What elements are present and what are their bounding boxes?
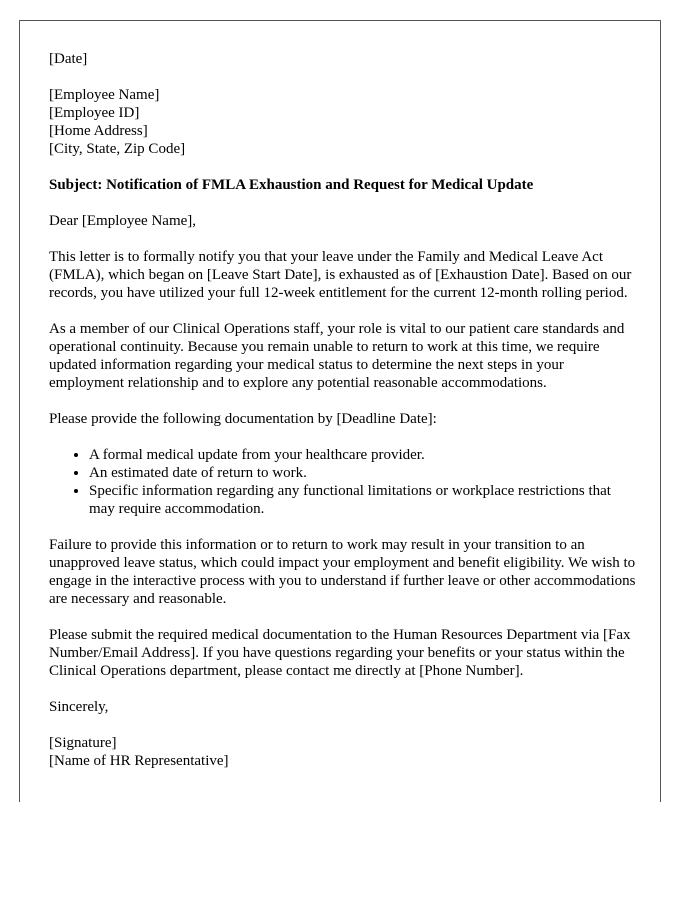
sender-name: [Name of HR Representative] <box>49 753 229 769</box>
letter-date: [Date] <box>49 51 88 67</box>
paragraph-request: Please provide the following documentation by [Deadline Date]: <box>49 411 437 427</box>
recipient-city-state-zip: [City, State, Zip Code] <box>49 141 186 157</box>
letter-page <box>19 20 661 802</box>
list-item: • An estimated date of return to work. <box>89 464 639 482</box>
recipient-id: [Employee ID] <box>49 105 140 121</box>
recipient-block <box>49 86 639 158</box>
letter-content <box>49 50 639 788</box>
recipient-address: [Home Address] <box>49 123 148 139</box>
paragraph-role: As a member of our Clinical Operations staff, your role is vital to our patient care standards and operational continuity. Because you remain unable to return to work at this time, we require updated information regarding your medical status to determine the next steps in your employment relationship and to explore any potential reasonable accommodations. <box>49 321 625 391</box>
signature: [Signature] <box>49 735 117 751</box>
closing-block <box>49 698 639 770</box>
letter-subject: Subject: Notification of FMLA Exhaustion and Request for Medical Update <box>49 177 534 193</box>
documentation-list <box>49 446 639 518</box>
paragraph-notification: This letter is to formally notify you that your leave under the Family and Medical Leave Act (FMLA), which began on [Leave Start Date], is exhausted as of [Exhaustion Date]. Based on our records, you have utilized your full 12-week entitlement for the current 12-month rolling period. <box>49 249 632 301</box>
signature-block <box>49 734 639 770</box>
recipient-name: [Employee Name] <box>49 87 160 103</box>
paragraph-submission: Please submit the required medical documentation to the Human Resources Department via [Fax Number/Email Address]. If you have questions regarding your benefits or your status within the Clinical Operations department, please contact me directly at [Phone Number]. <box>49 627 631 679</box>
list-item: • A formal medical update from your healthcare provider. <box>89 446 639 464</box>
letter-salutation: Dear [Employee Name], <box>49 213 197 229</box>
paragraph-consequences: Failure to provide this information or to return to work may result in your transition to an unapproved leave status, which could impact your employment and benefit eligibility. We wish to engage in the interactive process with you to understand if further leave or other accommodations are necessary and reasonable. <box>49 537 636 607</box>
letter-closing: Sincerely, <box>49 699 109 715</box>
list-item: • Specific information regarding any functional limitations or workplace restrictions that may require accommodation. <box>89 482 639 518</box>
